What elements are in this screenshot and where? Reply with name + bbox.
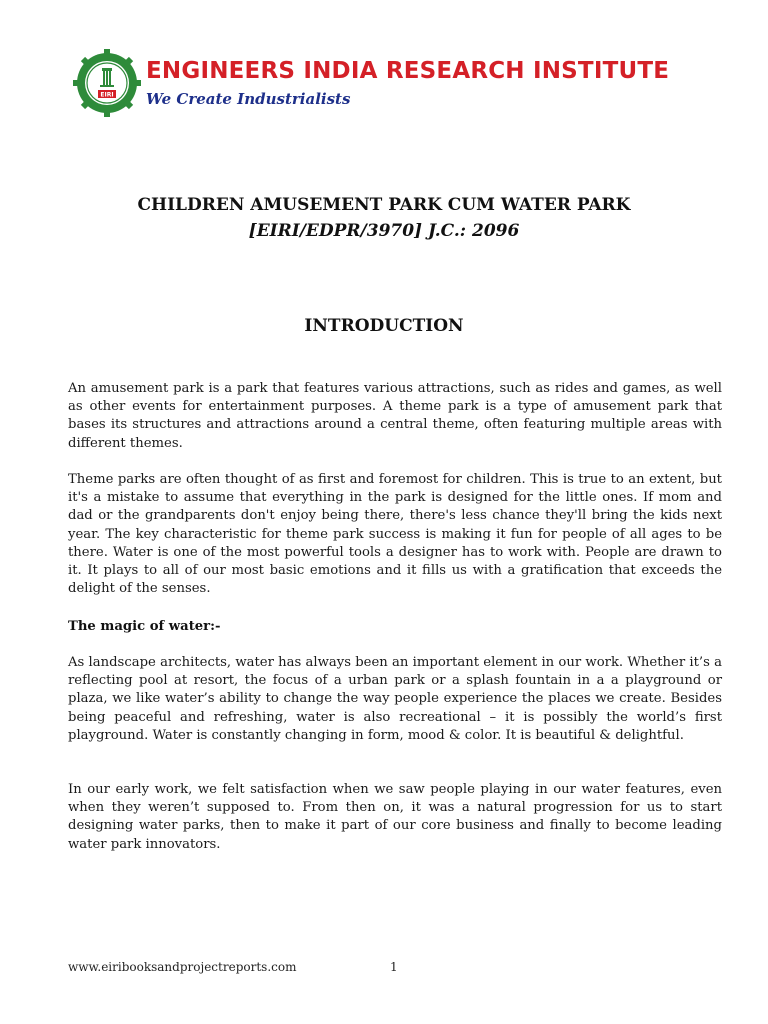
document-code: [EIRI/EDPR/3970] J.C.: 2096: [248, 221, 520, 241]
seal-center-text: EIRI: [100, 91, 114, 99]
brand-name: ENGINEERS INDIA RESEARCH INSTITUTE: [146, 58, 670, 84]
document-title: CHILDREN AMUSEMENT PARK CUM WATER PARK: [137, 195, 631, 215]
brand-tagline: We Create Industrialists: [146, 90, 351, 108]
footer-url: www.eiribooksandprojectreports.com: [68, 960, 297, 974]
section-heading: INTRODUCTION: [304, 316, 464, 336]
paragraph-4: In our early work, we felt satisfaction when we saw people playing in our water features, even when they weren’t supposed to. From then on, it was a natural progression for us to start designing water parks, then to make it part of our core business and finally to become leading water park innovators.: [68, 782, 722, 852]
institute-seal-icon: [72, 48, 142, 118]
page-number: 1: [390, 960, 398, 974]
paragraph-1: An amusement park is a park that features various attractions, such as rides and games, as well as other events for entertainment purposes. A theme park is a type of amusement park that bases its structures and attractions around a central theme, often featuring multiple areas with different themes.: [68, 381, 722, 451]
paragraph-2: Theme parks are often thought of as first and foremost for children. This is true to an extent, but it's a mistake to assume that everything in the park is designed for the little ones. If mom and dad or the grandparents don't enjoy being there, there's less chance they'll bring the kids next year. The key characteristic for theme park success is making it fun for people of all ages to be there. Water is one of the most powerful tools a designer has to work with. People are drawn to it. It plays to all of our most basic emotions and it fills us with a gratification that exceeds the delight of the senses.: [68, 472, 722, 597]
header-logo: [72, 48, 670, 118]
subheading: The magic of water:-: [68, 619, 221, 634]
paragraph-3: As landscape architects, water has always been an important element in our work. Whether it’s a reflecting pool at resort, the focus of a urban park or a splash fountain in a a playground or plaza, we like water’s ability to change the way people experience the places we create. Besides being peaceful and refreshing, water is also recreational – it is possibly the world’s first playground. Water is constantly changing in form, mood & color. It is beautiful & delightful.: [68, 655, 722, 743]
